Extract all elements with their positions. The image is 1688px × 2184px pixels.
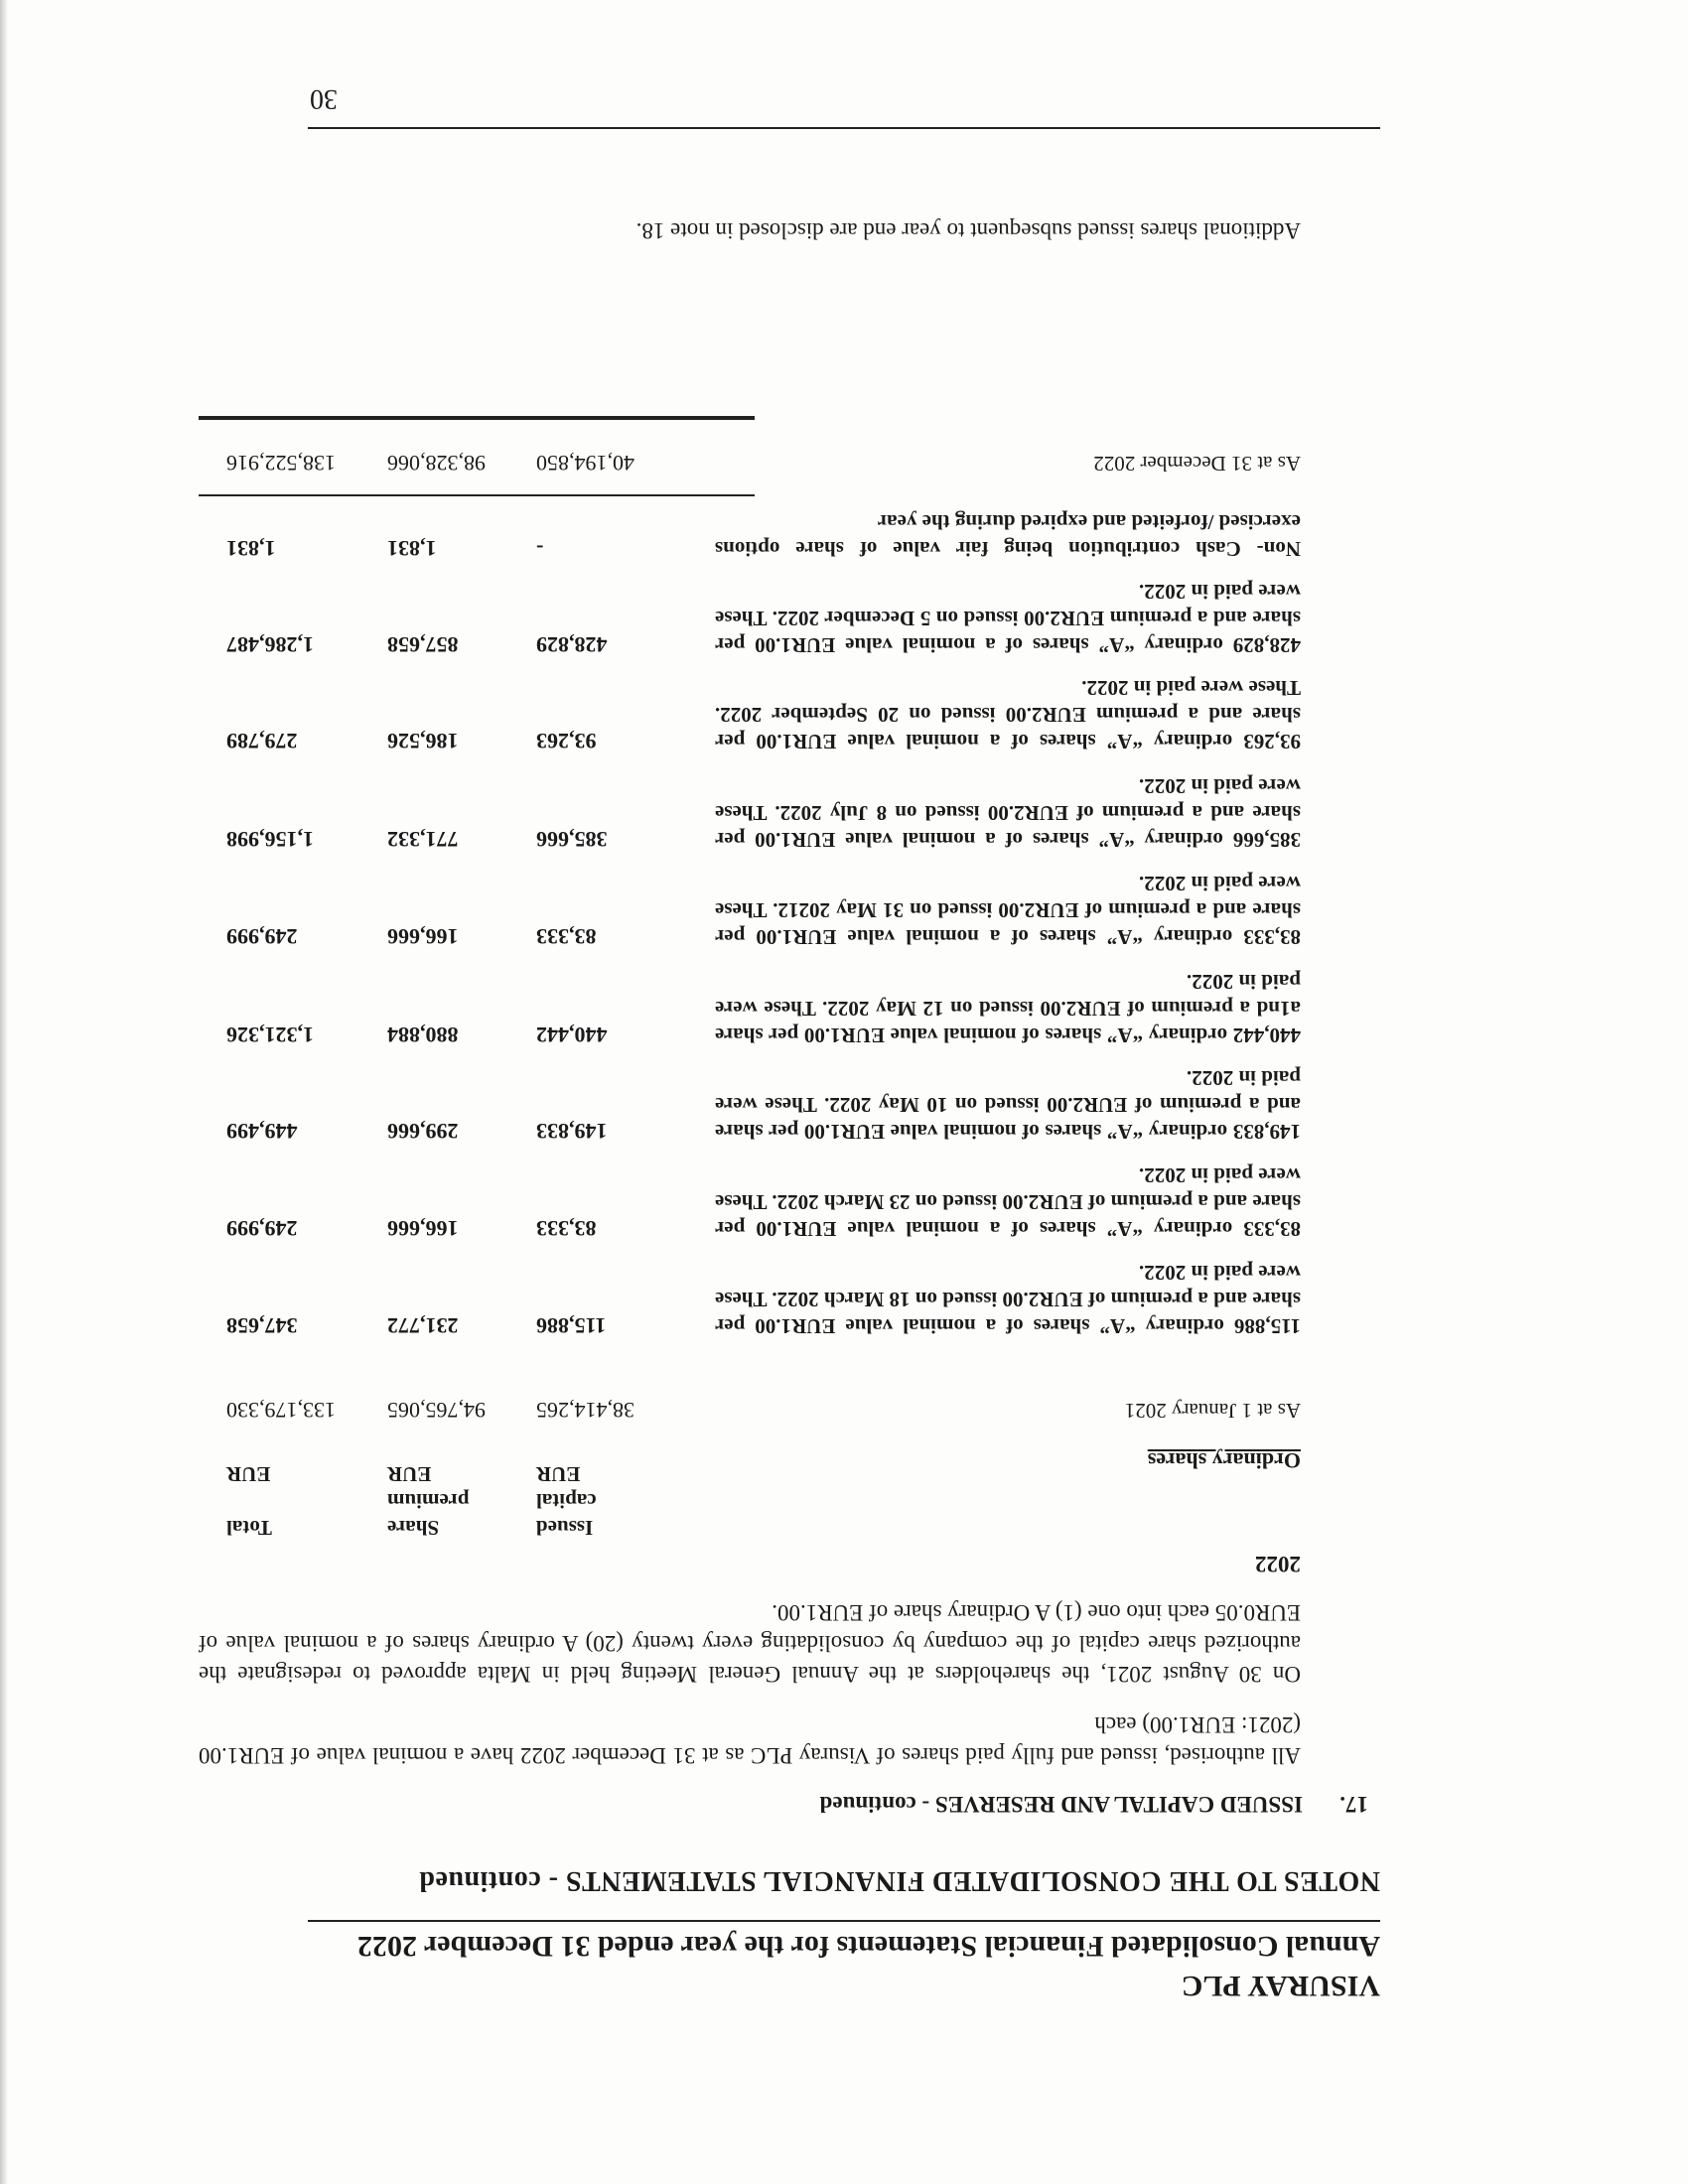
- row-total: 1,156,998: [226, 827, 314, 852]
- column-header-line: [226, 1487, 385, 1514]
- row-description: 93,263 ordinary “A” shares of a nominal value EUR1.00 per share and a premium EUR2.00 issued on 20 September 2022. These were paid in 2022.: [715, 676, 1301, 753]
- page-number: 30: [310, 83, 338, 114]
- table-year: 2022: [1255, 1552, 1301, 1576]
- row-description: As at 31 December 2022: [1093, 452, 1301, 476]
- row-issued-capital: 428,829: [536, 632, 608, 657]
- column-header-total: [226, 1460, 385, 1541]
- row-issued-capital: 83,333: [536, 1216, 597, 1241]
- subtotal-rule: [199, 494, 755, 496]
- ordinary-shares-label: Ordinary shares: [1147, 1448, 1301, 1473]
- row-description: As at 1 January 2021: [1124, 1399, 1301, 1423]
- row-share-premium: 231,772: [387, 1313, 459, 1338]
- row-share-premium: 1,831: [387, 536, 437, 561]
- row-share-premium: 186,526: [387, 729, 459, 753]
- column-header-unit: EUR: [226, 1462, 271, 1486]
- row-description: 385,666 ordinary “A” shares of a nominal value EUR1.00 per share and a premium of EUR2.00 issued on 8 July 2022. These were paid in 2022.: [715, 774, 1301, 852]
- column-header-issued-capital: [536, 1460, 695, 1541]
- row-total: 449,499: [226, 1119, 298, 1144]
- row-share-premium: 166,666: [387, 924, 459, 949]
- column-header-line: Total: [226, 1516, 272, 1540]
- section-title: ISSUED CAPITAL AND RESERVES - continued: [819, 1792, 1303, 1817]
- column-header-unit: EUR: [387, 1462, 432, 1486]
- row-issued-capital: 40,194,850: [536, 451, 634, 476]
- footnote: Additional shares issued subsequent to year end are disclosed in note 18.: [635, 218, 1301, 243]
- row-description: Non- Cash contribution being fair value of share options exercised /forfeited and expired during the year: [715, 510, 1301, 561]
- row-total: 1,286,487: [226, 632, 314, 657]
- row-description: 83,333 ordinary “A” shares of a nominal value EUR1.00 per share and a premium of EUR2.00 issued on 31 May 20212. These were paid in 2022.: [715, 872, 1301, 949]
- row-total: 138,522,916: [226, 451, 336, 476]
- row-issued-capital: 93,263: [536, 729, 597, 753]
- section-heading: [820, 1791, 1368, 1817]
- row-share-premium: 98,328,066: [387, 451, 486, 476]
- column-header-line: Issued: [536, 1516, 594, 1540]
- column-header-line: premium: [387, 1489, 470, 1513]
- row-issued-capital: 115,886: [536, 1313, 607, 1338]
- footer-divider: [308, 127, 1380, 129]
- row-total: 279,789: [226, 729, 298, 753]
- row-total: 347,658: [226, 1313, 298, 1338]
- row-share-premium: 94,765,065: [387, 1398, 486, 1423]
- row-issued-capital: 149,833: [536, 1119, 608, 1144]
- column-header-line: capital: [536, 1489, 597, 1513]
- header-divider: [308, 1920, 1380, 1922]
- notes-title: NOTES TO THE CONSOLIDATED FINANCIAL STATEMENTS - continued: [418, 1865, 1380, 1896]
- scan-edge-shadow: [0, 0, 8, 2184]
- row-issued-capital: 38,414,265: [536, 1398, 634, 1423]
- row-total: 1,831: [226, 536, 276, 561]
- row-description: 83,333 ordinary “A” shares of a nominal value EUR1.00 per share and a premium of EUR2.00 issued on 23 March 2022. These were paid in 2022.: [715, 1163, 1301, 1241]
- row-share-premium: 880,884: [387, 1023, 459, 1047]
- row-share-premium: 166,666: [387, 1216, 459, 1241]
- row-total: 249,999: [226, 1216, 298, 1241]
- row-issued-capital: 385,666: [536, 827, 608, 852]
- report-header: [357, 1926, 1380, 2005]
- row-issued-capital: 440,442: [536, 1023, 608, 1047]
- column-header-line: Share: [387, 1516, 440, 1540]
- paragraph-redesignation: On 30 August 2021, the shareholders at the Annual General Meeting held in Malta approved to redesignate the authorized share capital of the company by consolidating every twenty (20) A ordinary shares of a nominal value of EUR0.05 each into one (1) A Ordinary share of EUR1.00.: [199, 1600, 1301, 1687]
- row-issued-capital: 83,333: [536, 924, 597, 949]
- column-header-unit: EUR: [536, 1462, 581, 1486]
- total-double-rule: [199, 416, 755, 420]
- paragraph-nominal-value: All authorised, issued and fully paid shares of Visuray PLC as at 31 December 2022 have a nominal value of EUR1.00 (2021: EUR1.00) each: [199, 1712, 1301, 1768]
- column-header-share-premium: [387, 1460, 546, 1541]
- row-description: 115,886 ordinary “A” shares of a nominal value EUR1.00 per share and a premium of EUR2.00 issued on 18 March 2022. These were paid in 2022.: [715, 1261, 1301, 1338]
- row-share-premium: 299,666: [387, 1119, 459, 1144]
- row-share-premium: 857,658: [387, 632, 459, 657]
- row-total: 1,321,326: [226, 1023, 314, 1047]
- company-name: VISURAY PLC: [1181, 1970, 1380, 2002]
- row-share-premium: 771,332: [387, 827, 459, 852]
- section-number: 17.: [1339, 1792, 1368, 1817]
- row-total: 249,999: [226, 924, 298, 949]
- row-description: 428,829 ordinary “A” shares of a nominal value EUR1.00 per share and a premium EUR2.00 issued on 5 December 2022. These were paid in 2022.: [715, 580, 1301, 657]
- row-description: 149,833 ordinary “A” shares of nominal value EUR1.00 per share and a premium of EUR2.00 issued on 10 May 2022. These were paid in 2022.: [715, 1066, 1301, 1144]
- row-issued-capital: -: [536, 536, 544, 561]
- row-description: 440,442 ordinary “A” shares of nominal value EUR1.00 per share a1nd a premium of EUR2.00 issued on 12 May 2022. These were paid in 2022.: [715, 970, 1301, 1047]
- report-subtitle: Annual Consolidated Financial Statements for the year ended 31 December 2022: [357, 1930, 1380, 1963]
- row-total: 133,179,330: [226, 1398, 336, 1423]
